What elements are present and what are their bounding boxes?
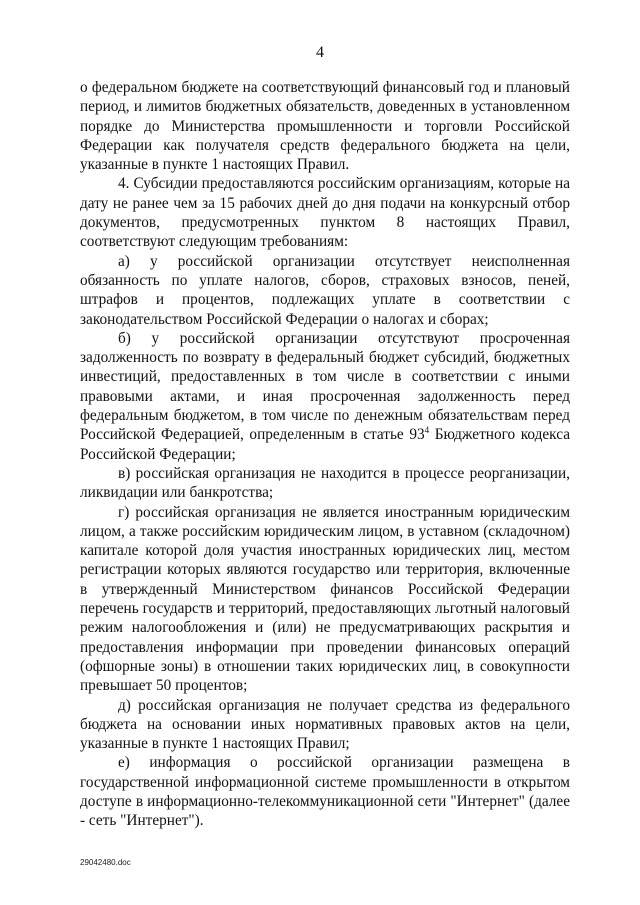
paragraph-subitem-g: г) российская организация не является иностранным юридическим лицом, а также российским юридическим лицом, в уставном (складочном) капитале которой доля участия иностранных юридических лиц, местом регистрации которых являются государство или территория, включенные в утвержденный Министерством финансов Российской Федерации перечень государств и территорий, предоставляющих льготный налоговый режим налогообложения и (или) не предусматривающих раскрытия и предоставления информации при проведении финансовых операций (офшорные зоны) в отношении таких юридических лиц, в совокупности превышает 50 процентов; — [80, 503, 570, 695]
subitem-b-text: б) у российской организации отсутствуют просроченная задолженность по возврату в федеральный бюджет субсидий, бюджетных инвестиций, предоставленных в том числе в соответствии с иными правовыми актами, и иная просроченная задолженность перед федеральным бюджетом, в том числе по денежным обязательствам перед Российской Федерацией, определенным в статье 93 — [80, 329, 570, 444]
article-superscript: 4 — [424, 425, 430, 436]
paragraph-continuation: о федеральном бюджете на соответствующий финансовый год и плановый период, и лимитов бюджетных обязательств, доведенных в установленном порядке до Министерства промышленности и торговли Российской Федерации как получателя средств федерального бюджета на цели, указанные в пункте 1 настоящих Правил. — [80, 79, 570, 174]
paragraph-item-4: 4. Субсидии предоставляются российским организациям, которые на дату не ранее чем за 15 рабочих дней до дня подачи на конкурсный отбор документов, предусмотренных пунктом 8 настоящих Правил, соответствуют следующим требованиям: — [80, 175, 570, 251]
file-footer: 29042480.doc — [80, 858, 131, 867]
paragraph-subitem-a: а) у российской организации отсутствует неисполненная обязанность по уплате налогов, сборов, страховых взносов, пеней, штрафов и процентов, подлежащих уплате в соответствии с законодательством Российской Федерации о налогах и сборах; — [80, 252, 570, 328]
paragraph-subitem-v: в) российская организация не находится в процессе реорганизации, ликвидации или банкротства; — [80, 464, 570, 502]
page-number: 4 — [316, 44, 324, 61]
paragraph-subitem-e: е) информация о российской организации размещена в государственной информационной системе промышленности в открытом доступе в информационно-телекоммуникационной сети "Интернет" (далее - сеть "Интернет"). — [80, 754, 570, 830]
paragraph-subitem-d: д) российская организация не получает средства из федерального бюджета на основании иных нормативных правовых актов на цели, указанные в пункте 1 настоящих Правил; — [80, 696, 570, 753]
subitem-b-tail: Бюджетного кодекса Российской Федерации; — [80, 426, 570, 463]
paragraph-subitem-b — [80, 329, 570, 464]
document-body — [80, 78, 570, 831]
